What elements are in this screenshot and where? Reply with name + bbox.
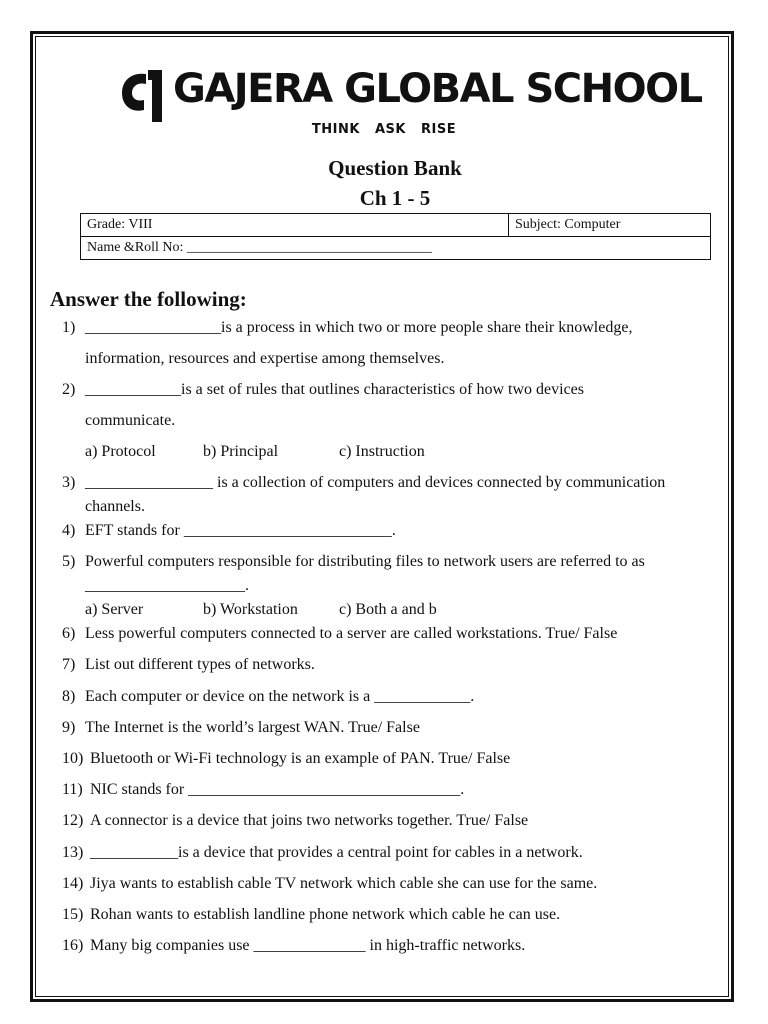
- option-a: a) Server: [85, 601, 144, 618]
- question-number: 13): [62, 844, 84, 861]
- option-b: b) Workstation: [203, 601, 298, 618]
- question-number: 15): [62, 906, 84, 923]
- school-tagline: [0, 122, 768, 137]
- question-text: ____________________.: [85, 577, 249, 594]
- school-logo-icon: [118, 66, 168, 122]
- question-text: information, resources and expertise among themselves.: [85, 350, 445, 367]
- question-text: ________________ is a collection of computers and devices connected by communication: [85, 474, 666, 491]
- section-heading: Answer the following:: [50, 287, 247, 311]
- question-text: List out different types of networks.: [85, 656, 315, 673]
- question-text: Rohan wants to establish landline phone network which cable he can use.: [90, 906, 561, 923]
- option-a: a) Protocol: [85, 443, 156, 460]
- question-text: The Internet is the world’s largest WAN. True/ False: [85, 719, 420, 736]
- question-number: 7): [62, 656, 76, 673]
- question-text: ____________is a set of rules that outlines characteristics of how two devices: [85, 381, 584, 398]
- question-number: 16): [62, 937, 84, 954]
- question-number: 10): [62, 750, 84, 767]
- tagline-ask: ASK: [374, 122, 406, 137]
- option-c: c) Both a and b: [339, 601, 437, 618]
- tagline-think: THINK: [311, 122, 360, 137]
- question-text: Bluetooth or Wi-Fi technology is an example of PAN. True/ False: [90, 750, 511, 767]
- question-number: 12): [62, 812, 84, 829]
- question-number: 6): [62, 625, 76, 642]
- page-subtitle: Ch 1 - 5: [359, 186, 431, 210]
- question-text: Each computer or device on the network is a ____________.: [85, 688, 475, 705]
- school-logo: [118, 64, 702, 124]
- question-number: 5): [62, 553, 76, 570]
- question-text: communicate.: [85, 412, 176, 429]
- question-text: Jiya wants to establish cable TV network which cable she can use for the same.: [90, 875, 598, 892]
- school-name: GAJERA GLOBAL SCHOOL: [173, 66, 702, 112]
- question-text: Many big companies use ______________ in high-traffic networks.: [90, 937, 526, 954]
- question-number: 11): [62, 781, 83, 798]
- question-number: 8): [62, 688, 76, 705]
- question-number: 2): [62, 381, 76, 398]
- question-number: 14): [62, 875, 84, 892]
- question-text: ___________is a device that provides a central point for cables in a network.: [90, 844, 583, 861]
- page-title: Question Bank: [328, 156, 462, 180]
- question-number: 1): [62, 319, 76, 336]
- tagline-rise: RISE: [421, 122, 457, 137]
- question-text: _________________is a process in which two or more people share their knowledge,: [85, 319, 633, 336]
- name-roll-cell: Name &Roll No: ___________________________________: [81, 237, 711, 260]
- subject-cell: Subject: Computer: [509, 214, 711, 237]
- question-number: 3): [62, 474, 76, 491]
- question-text: Powerful computers responsible for distributing files to network users are referred to as: [85, 553, 645, 570]
- question-text: A connector is a device that joins two networks together. True/ False: [90, 812, 529, 829]
- question-number: 9): [62, 719, 76, 736]
- question-text: channels.: [85, 498, 145, 515]
- option-b: b) Principal: [203, 443, 279, 460]
- option-c: c) Instruction: [339, 443, 425, 460]
- student-info-table: [80, 213, 711, 260]
- grade-cell: Grade: VIII: [81, 214, 509, 237]
- question-text: Less powerful computers connected to a server are called workstations. True/ False: [85, 625, 618, 642]
- question-text: EFT stands for __________________________.: [85, 522, 396, 539]
- question-number: 4): [62, 522, 76, 539]
- question-text: NIC stands for __________________________________.: [90, 781, 465, 798]
